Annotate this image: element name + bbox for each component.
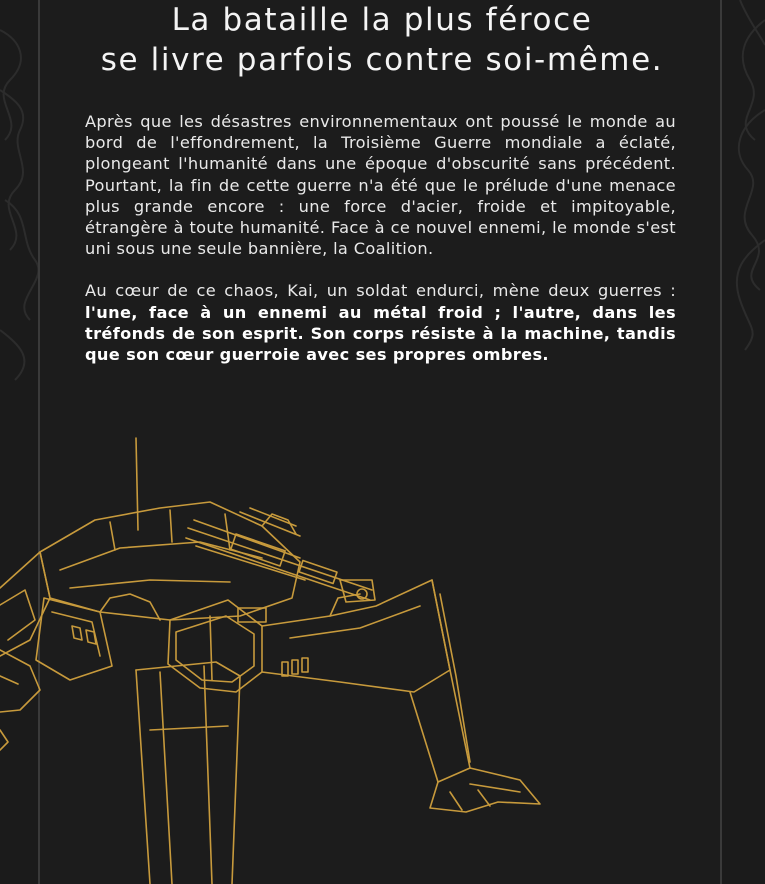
title-line-1: La bataille la plus féroce (171, 2, 593, 38)
mech-walker-blueprint-icon (0, 430, 765, 884)
title-line-2: se livre parfois contre soi-même. (100, 42, 664, 78)
story-text (85, 111, 676, 365)
story-paragraph-2-intro: Au cœur de ce chaos, Kai, un soldat endurci, mène deux guerres : (85, 281, 676, 301)
story-paragraph-2-emphasis: l'une, face à un ennemi au métal froid ; l'autre, dans les tréfonds de son esprit. Son corps résiste à la machine, tandis que son cœur guerroie avec ses propres ombres. (85, 302, 676, 365)
story-paragraph-2 (85, 280, 676, 365)
story-paragraph-1: Après que les désastres environnementaux ont poussé le monde au bord de l'effondrement, la Troisième Guerre mondiale a éclaté, plongeant l'humanité dans une époque d'obscurité sans précédent. Pourtant, la fin de cette guerre n'a été que le prélude d'une menace plus grande encore : une force d'acier, froide et impitoyable, étrangère à toute humanité. Face à ce nouvel ennemi, le monde s'est uni sous une seule bannière, la Coalition. (85, 112, 676, 259)
page-title (38, 0, 726, 80)
